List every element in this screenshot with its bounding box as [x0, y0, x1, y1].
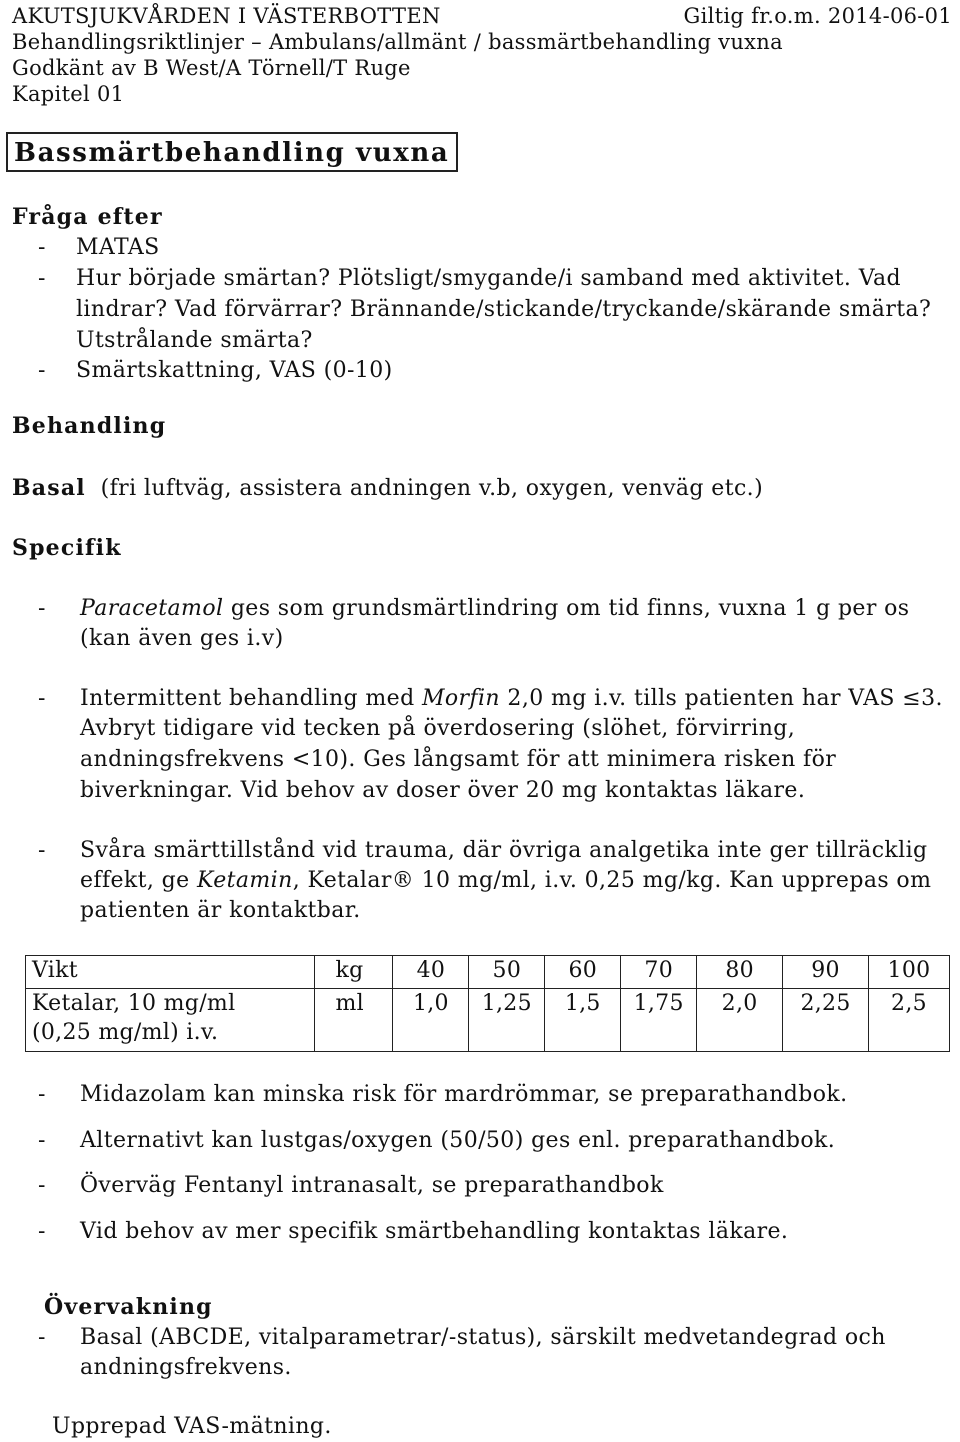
table-cell-label: Vikt — [26, 956, 315, 989]
extra-midazolam: Midazolam kan minska risk för mardrömmar, se preparathandbok. — [80, 1082, 848, 1107]
para-line1-text: ges som grundsmärtlindring om tid finns, vuxna 1 g per os — [230, 596, 910, 621]
ketamin-drug: Ketamin — [197, 868, 293, 893]
specific-heading: Specifik — [12, 535, 122, 561]
extra-fentanyl: Överväg Fentanyl intranasalt, se preparathandbok — [80, 1173, 664, 1198]
morfin-drug: Morfin — [421, 686, 501, 711]
extra-dash-3: - — [38, 1173, 46, 1198]
table-cell-label — [26, 989, 315, 1052]
table-cell: 90 — [783, 956, 869, 989]
extra-contact: Vid behov av mer specifik smärtbehandling kontaktas läkare. — [80, 1219, 789, 1244]
table-label-line2: (0,25 mg/ml) i.v. — [32, 1020, 219, 1045]
header-org: AKUTSJUKVÅRDEN I VÄSTERBOTTEN — [12, 4, 441, 28]
ketamin-line1: Svåra smärttillstånd vid trauma, där övriga analgetika inte ger tillräcklig — [80, 838, 928, 863]
para-line1 — [80, 596, 910, 621]
monitoring-line1: Basal (ABCDE, vitalparametrar/-status), särskilt medvetandegrad och — [80, 1325, 886, 1350]
morfin-post: 2,0 mg i.v. tills patienten har VAS ≤3. — [507, 686, 943, 711]
extra-dash-4: - — [38, 1219, 46, 1244]
ask-dash-1: - — [38, 235, 46, 260]
table-cell: 80 — [697, 956, 783, 989]
extra-lustgas: Alternativt kan lustgas/oxygen (50/50) ges enl. preparathandbok. — [80, 1128, 836, 1153]
ask-item-onset-line1: Hur började smärtan? Plötsligt/smygande/i samband med aktivitet. Vad — [76, 266, 901, 291]
ketamin-line2 — [80, 868, 931, 893]
ask-item-vas: Smärtskattning, VAS (0-10) — [76, 358, 393, 383]
morfin-line1 — [80, 686, 943, 711]
header-valid-date: Giltig fr.o.m. 2014-06-01 — [683, 4, 952, 28]
table-cell: 2,0 — [697, 989, 783, 1052]
table-cell: 1,25 — [469, 989, 545, 1052]
table-cell: 1,75 — [621, 989, 697, 1052]
basal-line — [12, 475, 763, 501]
para-line2: (kan även ges i.v) — [80, 626, 284, 651]
ketamin-post: , Ketalar® 10 mg/ml, i.v. 0,25 mg/kg. Kan upprepas om — [292, 868, 932, 893]
para-drug: Paracetamol — [80, 596, 224, 621]
table-cell-unit: kg — [315, 956, 393, 989]
header-guideline: Behandlingsriktlinjer – Ambulans/allmänt / bassmärtbehandling vuxna — [12, 30, 783, 54]
table-cell: 40 — [393, 956, 469, 989]
extra-dash-2: - — [38, 1128, 46, 1153]
ketamin-dash: - — [38, 838, 46, 863]
ask-heading: Fråga efter — [12, 204, 163, 230]
extra-dash-1: - — [38, 1082, 46, 1107]
basal-label: Basal — [12, 475, 86, 501]
monitoring-repeat-vas: Upprepad VAS-mätning. — [52, 1414, 332, 1439]
table-cell: 1,5 — [545, 989, 621, 1052]
ketamin-line3: patienten är kontaktbar. — [80, 898, 361, 923]
para-dash: - — [38, 596, 46, 621]
document-title-box — [6, 132, 458, 172]
header-chapter: Kapitel 01 — [12, 82, 125, 106]
table-cell-unit: ml — [315, 989, 393, 1052]
ketalar-dose-table — [25, 955, 950, 1052]
monitoring-dash: - — [38, 1325, 46, 1350]
morfin-pre: Intermittent behandling med — [80, 686, 415, 711]
ask-item-onset-line3: Utstrålande smärta? — [76, 328, 313, 353]
treatment-heading: Behandling — [12, 413, 167, 439]
morfin-line2: Avbryt tidigare vid tecken på överdosering (slöhet, förvirring, — [80, 716, 796, 741]
ask-dash-3: - — [38, 358, 46, 383]
table-row — [26, 956, 950, 989]
table-cell: 70 — [621, 956, 697, 989]
ask-dash-2: - — [38, 266, 46, 291]
ask-item-matas: MATAS — [76, 235, 160, 260]
table-cell: 60 — [545, 956, 621, 989]
table-cell: 1,0 — [393, 989, 469, 1052]
table-cell: 50 — [469, 956, 545, 989]
table-cell: 2,5 — [869, 989, 950, 1052]
ask-item-onset-line2: lindrar? Vad förvärrar? Brännande/stickande/tryckande/skärande smärta? — [76, 297, 932, 322]
header-approved: Godkänt av B West/A Törnell/T Ruge — [12, 56, 411, 80]
document-title: Bassmärtbehandling vuxna — [14, 138, 450, 168]
table-label-line1: Ketalar, 10 mg/ml — [32, 991, 236, 1016]
ketamin-pre: effekt, ge — [80, 868, 190, 893]
morfin-dash: - — [38, 686, 46, 711]
table-cell: 2,25 — [783, 989, 869, 1052]
morfin-line3: andningsfrekvens <10). Ges långsamt för att minimera risken för — [80, 747, 837, 772]
table-cell: 100 — [869, 956, 950, 989]
monitoring-heading: Övervakning — [44, 1294, 213, 1320]
table-row — [26, 989, 950, 1052]
basal-text: (fri luftväg, assistera andningen v.b, oxygen, venväg etc.) — [100, 476, 764, 501]
monitoring-line2: andningsfrekvens. — [80, 1355, 292, 1380]
morfin-line4: biverkningar. Vid behov av doser över 20 mg kontaktas läkare. — [80, 778, 806, 803]
